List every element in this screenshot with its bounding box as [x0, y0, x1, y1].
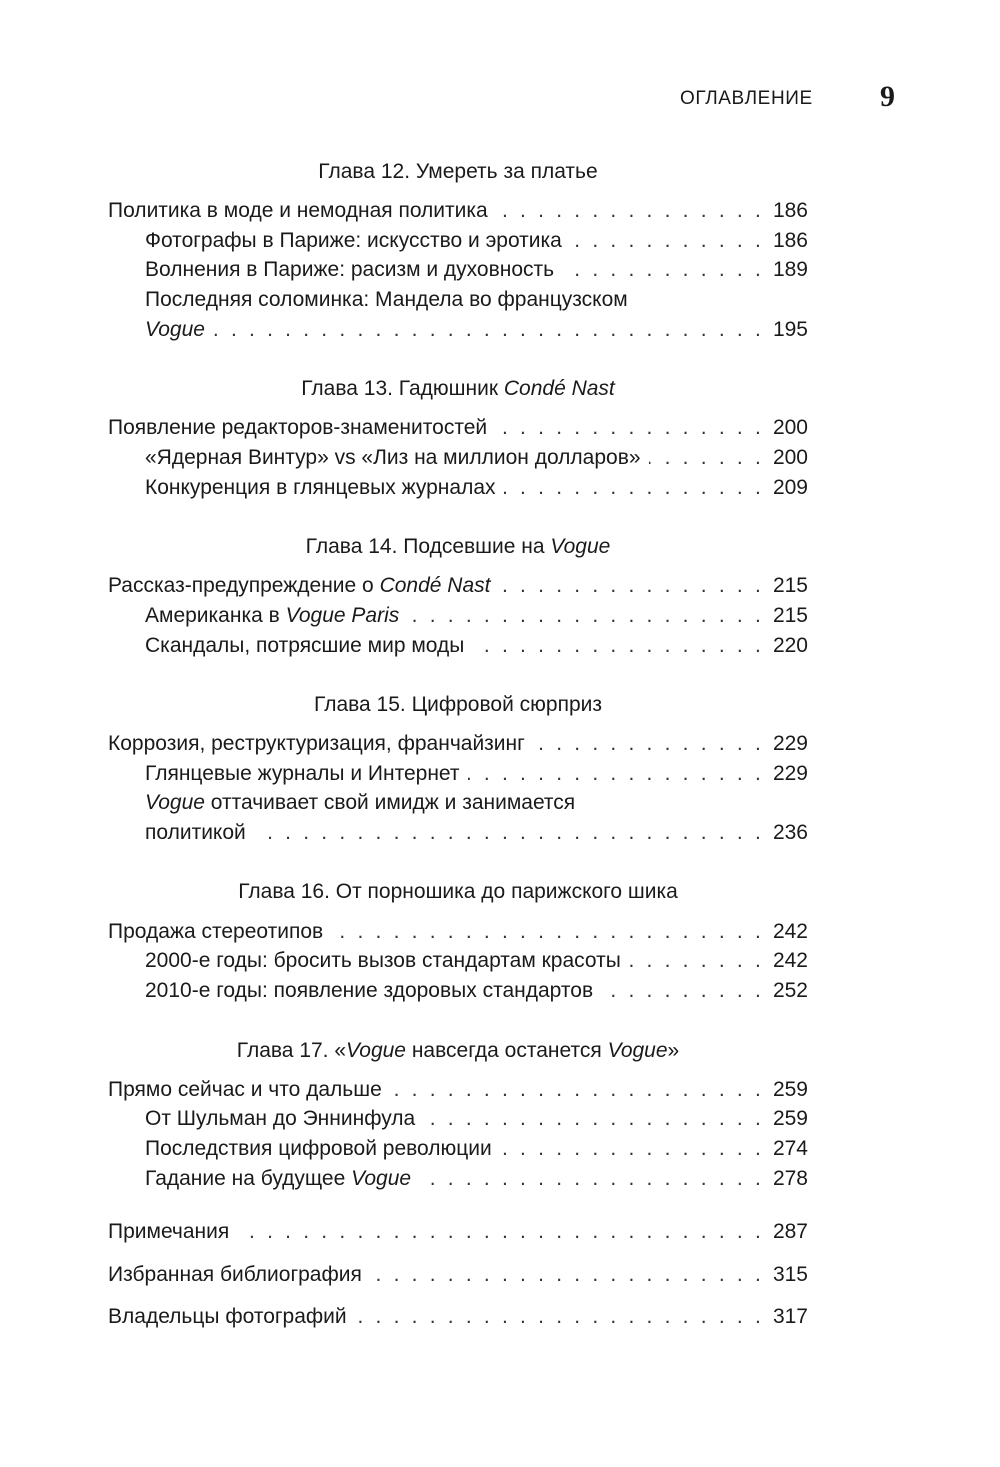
toc-entry-page: 186 — [772, 199, 808, 222]
toc-entry[interactable] — [145, 976, 808, 1006]
dot-leader — [237, 1217, 764, 1247]
toc-entry[interactable] — [108, 1075, 808, 1105]
dot-leader — [629, 946, 764, 976]
toc-entry-page: 315 — [772, 1263, 808, 1286]
toc-entry-title: Политика в моде и немодная политика — [108, 199, 488, 222]
toc-entry-page: 242 — [772, 949, 808, 972]
chapter-17-title: Глава 17. «Vogue навсегда останется Vogue» — [236, 1039, 680, 1062]
dot-leader — [472, 631, 764, 661]
toc-entry-title-line1[interactable]: Vogue оттачивает свой имидж и занимается — [145, 791, 576, 814]
toc-entry-notes[interactable] — [108, 1217, 808, 1247]
dot-leader — [562, 255, 764, 285]
toc-entry-title: 2000-е годы: бросить вызов стандартам красоты — [145, 949, 621, 972]
toc-entry[interactable] — [145, 818, 808, 848]
toc-entry-title: Vogue — [145, 318, 205, 341]
chapter-12-title: Глава 12. Умереть за платье — [318, 160, 598, 183]
chapter-14-title: Глава 14. Подсевшие на Vogue — [305, 535, 611, 558]
toc-entry[interactable] — [108, 413, 808, 443]
dot-leader — [533, 729, 764, 759]
toc-entry-title: Избранная библиография — [108, 1263, 362, 1286]
dot-leader — [419, 1164, 764, 1194]
toc-entry[interactable] — [108, 917, 808, 947]
toc-entry[interactable] — [145, 473, 808, 503]
toc-entry-page: 259 — [772, 1107, 808, 1130]
dot-leader — [498, 571, 764, 601]
toc-entry-title: Владельцы фотографий — [108, 1305, 347, 1328]
toc-entry-title: Скандалы, потрясшие мир моды — [145, 634, 465, 657]
dot-leader — [355, 1302, 764, 1332]
toc-entry-page: 215 — [772, 574, 808, 597]
toc-entry-title: Рассказ-предупреждение о Condé Nast — [108, 574, 491, 597]
toc-entry-page: 209 — [772, 476, 808, 499]
toc-entry-photo-credits[interactable] — [108, 1302, 808, 1332]
toc-entry[interactable] — [145, 443, 808, 473]
toc-entry-title: Появление редакторов-знаменитостей — [108, 416, 488, 439]
toc-entry[interactable] — [145, 946, 808, 976]
toc-entry-page: 252 — [772, 979, 808, 1002]
toc-entry-title: «Ядерная Винтур» vs «Лиз на миллион долларов» — [145, 446, 641, 469]
toc-entry-title: Фотографы в Париже: искусство и эротика — [145, 229, 562, 252]
dot-leader — [570, 226, 764, 256]
toc-entry[interactable] — [145, 1134, 808, 1164]
toc-entry-page: 229 — [772, 762, 808, 785]
dot-leader — [390, 1075, 764, 1105]
toc-entry[interactable] — [145, 226, 808, 256]
toc-entry-title: Коррозия, реструктуризация, франчайзинг — [108, 732, 525, 755]
toc-entry-title: Примечания — [108, 1220, 230, 1243]
dot-leader — [423, 1104, 764, 1134]
toc-entry[interactable] — [145, 601, 808, 631]
toc-entry-title: Глянцевые журналы и Интернет — [145, 762, 460, 785]
toc-entry-title: Волнения в Париже: расизм и духовность — [145, 258, 555, 281]
toc-entry-page: 195 — [772, 318, 808, 341]
toc-entry-page: 200 — [772, 416, 808, 439]
toc-entry-page: 259 — [772, 1078, 808, 1101]
toc-entry-title: Последствия цифровой революции — [145, 1137, 492, 1160]
chapter-13-title: Глава 13. Гадюшник Condé Nast — [301, 377, 615, 400]
toc-entry[interactable] — [108, 571, 808, 601]
dot-leader — [254, 818, 764, 848]
dot-leader — [500, 1134, 764, 1164]
toc-entry[interactable] — [145, 1164, 808, 1194]
toc-entry-page: 287 — [772, 1220, 808, 1243]
dot-leader — [331, 917, 764, 947]
toc-entry-page: 200 — [772, 446, 808, 469]
toc-entry-page: 229 — [772, 732, 808, 755]
toc-entry-page: 278 — [772, 1167, 808, 1190]
toc-entry[interactable] — [145, 1104, 808, 1134]
page-number: 9 — [880, 80, 895, 113]
toc-entry-page: 274 — [772, 1137, 808, 1160]
dot-leader — [468, 759, 764, 789]
toc-entry-bibliography[interactable] — [108, 1260, 808, 1290]
chapter-16-title: Глава 16. От порношика до парижского шика — [238, 880, 678, 903]
toc-entry-title-line1[interactable]: Последняя соломинка: Мандела во французском — [145, 288, 628, 311]
toc-entry[interactable] — [145, 631, 808, 661]
dot-leader — [601, 976, 764, 1006]
toc-entry-title: Прямо сейчас и что дальше — [108, 1078, 382, 1101]
toc-entry-title: Гадание на будущее Vogue — [145, 1167, 412, 1190]
toc-entry[interactable] — [145, 315, 808, 345]
toc-entry-title: Продажа стереотипов — [108, 920, 324, 943]
dot-leader — [649, 443, 764, 473]
toc-entry[interactable] — [108, 729, 808, 759]
toc-entry-title: Конкуренция в глянцевых журналах — [145, 476, 496, 499]
dot-leader — [370, 1260, 764, 1290]
toc-entry-page: 186 — [772, 229, 808, 252]
dot-leader — [495, 413, 764, 443]
toc-entry-page: 236 — [772, 821, 808, 844]
dot-leader — [213, 315, 764, 345]
toc-entry-page: 242 — [772, 920, 808, 943]
toc-entry[interactable] — [145, 759, 808, 789]
dot-leader — [407, 601, 764, 631]
toc-entry[interactable] — [108, 196, 808, 226]
toc-entry[interactable] — [145, 255, 808, 285]
dot-leader — [504, 473, 764, 503]
dot-leader — [496, 196, 764, 226]
toc-entry-page: 220 — [772, 634, 808, 657]
toc-entry-title: Американка в Vogue Paris — [145, 604, 400, 627]
toc-entry-title: 2010-е годы: появление здоровых стандартов — [145, 979, 594, 1002]
toc-entry-title: политикой — [145, 821, 246, 844]
toc-entry-page: 215 — [772, 604, 808, 627]
toc-entry-page: 189 — [772, 258, 808, 281]
toc-entry-title: От Шульман до Эннинфула — [145, 1107, 416, 1130]
chapter-15-title: Глава 15. Цифровой сюрприз — [314, 693, 602, 716]
toc-entry-page: 317 — [772, 1305, 808, 1328]
running-head: ОГЛАВЛЕНИЕ — [680, 88, 813, 109]
